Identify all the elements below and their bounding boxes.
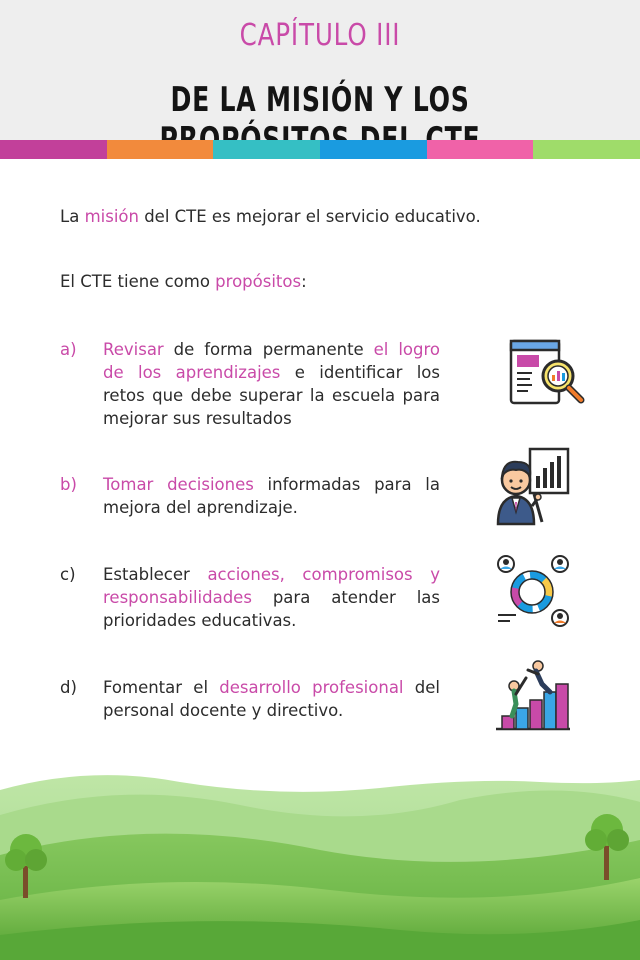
mission-text: La bbox=[60, 207, 85, 226]
item-text: para atender las prioridades educativas. bbox=[103, 588, 440, 630]
item-body bbox=[103, 676, 440, 722]
stripe-segment bbox=[320, 140, 427, 159]
item-highlight: el logro de los aprendizajes bbox=[103, 340, 440, 382]
purposes-highlight: propósitos bbox=[215, 272, 302, 291]
stripe-segment bbox=[533, 140, 640, 159]
item-highlight: Tomar decisiones bbox=[103, 475, 254, 494]
mission-highlight: misión bbox=[84, 207, 139, 226]
presenter-board-icon bbox=[494, 446, 574, 526]
stripe-segment bbox=[427, 140, 534, 159]
item-body bbox=[103, 563, 440, 632]
stripe-segment bbox=[0, 140, 107, 159]
item-highlight: Revisar bbox=[103, 340, 164, 359]
report-magnifier-icon bbox=[508, 338, 588, 406]
item-text: Fomentar el bbox=[103, 678, 220, 697]
purposes-text: El CTE tiene como bbox=[60, 272, 216, 291]
stripe-segment bbox=[213, 140, 320, 159]
team-cycle-icon bbox=[494, 552, 574, 632]
color-stripe bbox=[0, 140, 640, 159]
climbing-growth-icon bbox=[494, 656, 574, 732]
item-body bbox=[103, 473, 440, 519]
item-letter: b) bbox=[60, 475, 77, 494]
item-highlight: desarrollo profesional bbox=[219, 678, 404, 697]
purposes-intro bbox=[60, 270, 307, 293]
landscape-illustration bbox=[0, 760, 640, 960]
item-letter: d) bbox=[60, 678, 77, 697]
page-title: DE LA MISIÓN Y LOS bbox=[170, 80, 470, 120]
item-text: de forma permanente bbox=[163, 340, 374, 359]
item-text: informadas para la mejora del aprendizaje. bbox=[103, 475, 440, 517]
item-letter: c) bbox=[60, 565, 76, 584]
item-letter: a) bbox=[60, 340, 77, 359]
item-text: e identificar los retos que debe superar la escuela para mejorar sus resultados bbox=[103, 363, 440, 428]
mission-text: del CTE es mejorar el servicio educativo. bbox=[138, 207, 481, 226]
item-highlight: acciones, compromisos y responsabilidades bbox=[103, 565, 440, 607]
stripe-segment bbox=[107, 140, 214, 159]
header bbox=[0, 0, 640, 140]
item-body bbox=[103, 338, 440, 430]
chapter-label: CAPÍTULO III bbox=[239, 18, 401, 53]
item-text: Establecer bbox=[103, 565, 208, 584]
purposes-text: : bbox=[301, 272, 307, 291]
mission-statement bbox=[60, 205, 481, 228]
item-text: del personal docente y directivo. bbox=[103, 678, 440, 720]
